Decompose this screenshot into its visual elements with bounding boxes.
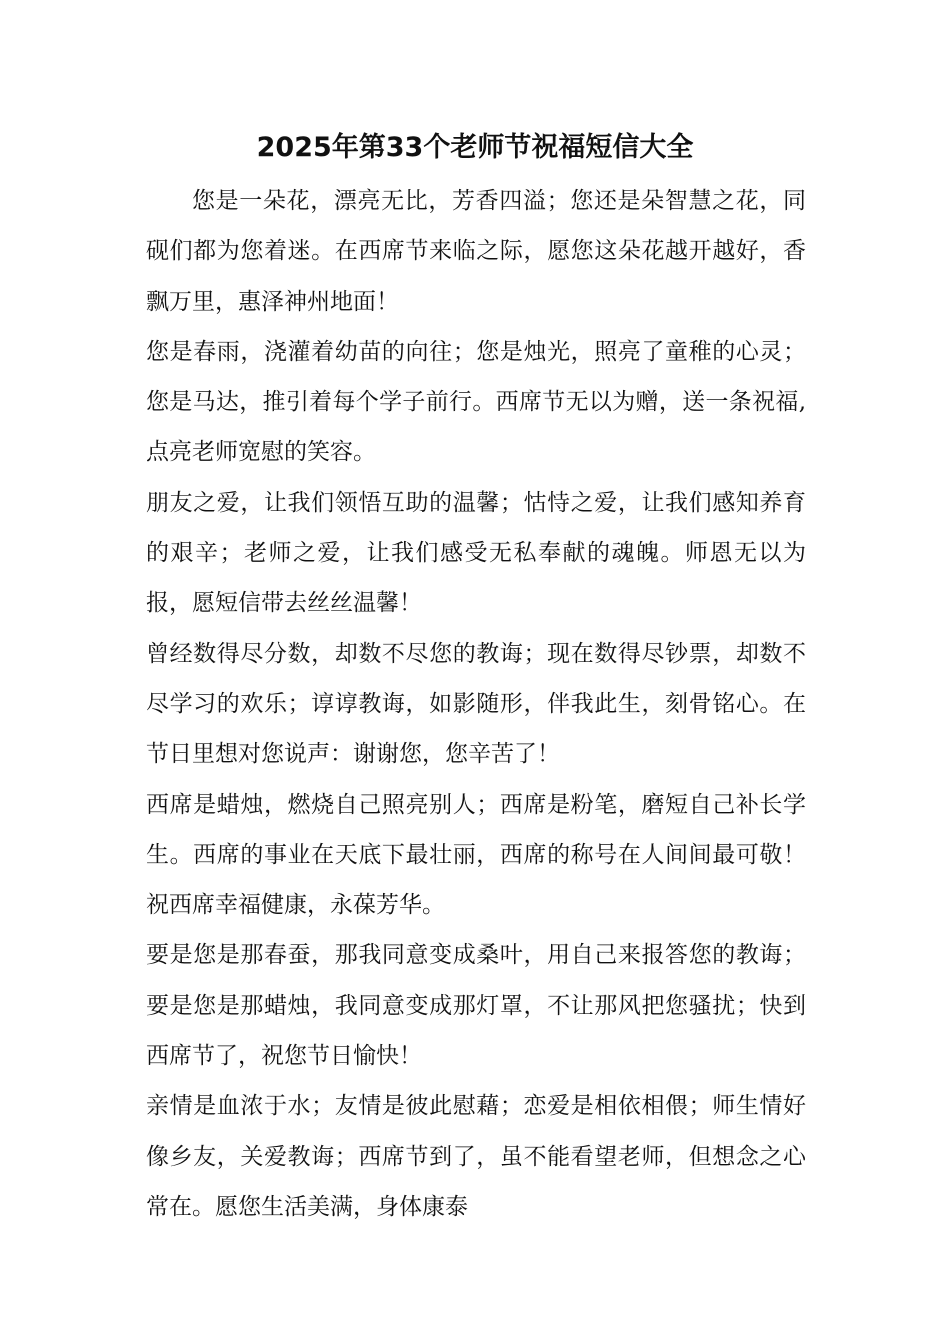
paragraph: 您是春雨，浇灌着幼苗的向往；您是烛光，照亮了童稚的心灵；您是马达，推引着每个学子前行。西席节无以为赠，送一条祝福,点亮老师宽慰的笑容。 xyxy=(146,338,806,466)
paragraph: 您是一朵花，漂亮无比，芳香四溢；您还是朵智慧之花，同砚们都为您着迷。在西席节来临之际，愿您这朵花越开越好，香飘万里，惠泽神州地面！ xyxy=(146,188,806,315)
paragraph: 要是您是那春蚕，那我同意变成桑叶，用自己来报答您的教诲；要是您是那蜡烛，我同意变成那灯罩，不让那风把您骚扰；快到西席节了，祝您节日愉快！ xyxy=(146,942,806,1070)
document-title: 2025年第33个老师节祝福短信大全 xyxy=(256,132,694,163)
paragraph: 朋友之爱，让我们领悟互助的温馨；怙恃之爱，让我们感知养育的艰辛；老师之爱，让我们感受无私奉献的魂魄。师恩无以为报，愿短信带去丝丝温馨！ xyxy=(146,489,806,617)
document-body xyxy=(146,176,806,1232)
paragraph: 西席是蜡烛，燃烧自己照亮别人；西席是粉笔，磨短自己补长学生。西席的事业在天底下最壮丽，西席的称号在人间间最可敬！祝西席幸福健康，永葆芳华。 xyxy=(146,791,806,919)
paragraph: 亲情是血浓于水；友情是彼此慰藉；恋爱是相依相偎；师生情好像乡友，关爱教诲；西席节到了，虽不能看望老师，但想念之心常在。愿您生活美满，身体康泰 xyxy=(146,1093,806,1220)
paragraph: 曾经数得尽分数，却数不尽您的教诲；现在数得尽钞票，却数不尽学习的欢乐；谆谆教诲，如影随形，伴我此生，刻骨铭心。在节日里想对您说声：谢谢您，您辛苦了！ xyxy=(146,640,806,768)
